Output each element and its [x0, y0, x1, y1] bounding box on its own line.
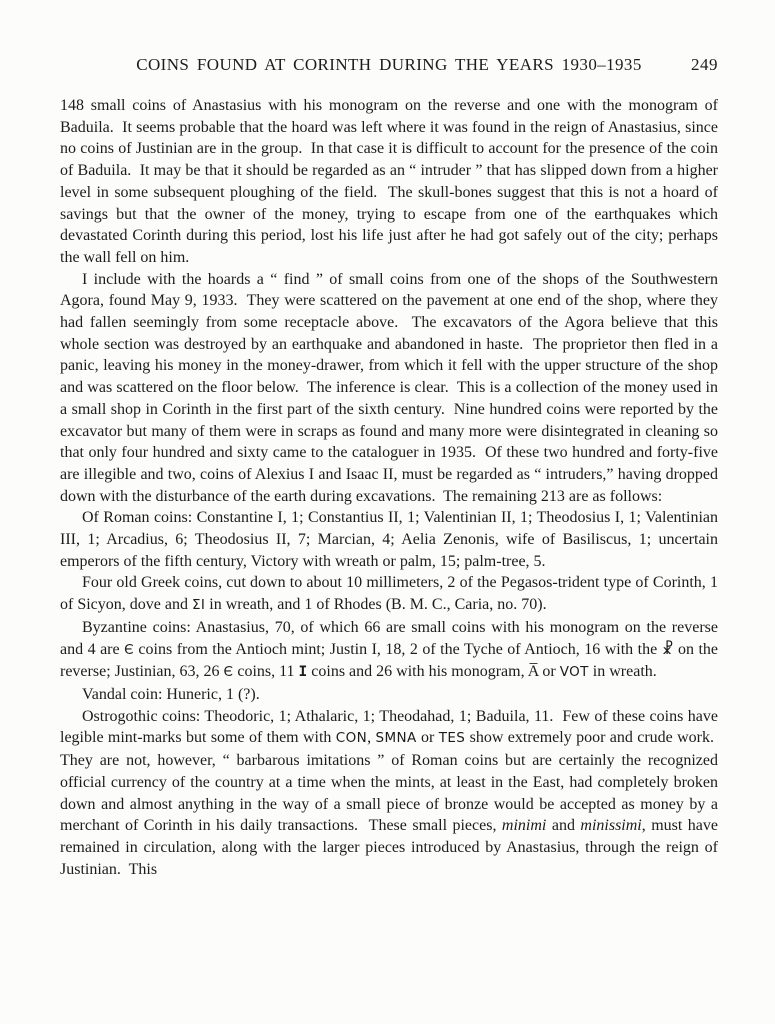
text-segment: in wreath, and 1 of Rhodes (B. M. C., Caria, no. 70). — [205, 596, 547, 614]
paragraph — [60, 706, 718, 881]
text-segment: or — [416, 729, 439, 747]
paragraph — [60, 507, 718, 572]
text-segment: coins from the Antioch mint; Justin I, 18, 2 of the Tyche of Antioch, 16 with the — [133, 640, 662, 658]
text-segment: , — [367, 729, 376, 747]
text-segment: or — [538, 663, 560, 681]
text-segment: coins, 11 — [233, 663, 299, 681]
text-segment: Ostrogothic coins: Theodoric, 1; Athalaric, 1; Theodahad, 1; Baduila, 11. Few of these coins have legible mint-marks but some of them with — [60, 707, 718, 747]
text-segment: show extremely poor and crude work. They are not, however, “ barbarous imitations ” of Roman coins but are certainly the recognized official currency of the country at a time when the mints, at least in the East, had completely broken down and almost anything in the way of a small piece of bronze would be accepted as money by a merchant of Corinth in his daily transactions. These small pieces, — [60, 729, 719, 835]
text-segment-special: VOT — [559, 664, 589, 681]
page-title: COINS FOUND AT CORINTH DURING THE YEARS 1930–1935 — [136, 55, 642, 74]
paragraph — [60, 684, 718, 706]
text-segment-special: SMNA — [375, 730, 417, 747]
text-segment: Of Roman coins: Constantine I, 1; Constantius II, 1; Valentinian II, 1; Theodosius I, 1; Valentinian III, 1; Arcadius, 6; Theodosius II, 7; Marcian, 4; Aelia Zenonis, wife of Basiliscus, 1; uncertain emperors of the fifth century, Victory with wreath or palm, 15; palm-tree, 5. — [60, 509, 718, 570]
text-segment: I include with the hoards a “ find ” of small coins from one of the shops of the Southwestern Agora, found May 9, 1933. They were scattered on the pavement at one end of the shop, where they had fallen seemingly from some receptacle above. The excavators of the Agora believe that this whole section was destroyed by an earthquake and abandoned in haste. The proprietor then fled in a panic, leaving his money in the money-drawer, from which it fell with the upper structure of the shop and was scattered on the floor below. The inference is clear. This is a collection of the money used in a small shop in Corinth in the first part of the sixth century. Nine hundred coins were reported by the excavator but many of them were in scraps as found and many more were disintegrated in cleaning so that only four hundred and sixty came to the cataloguer in 1935. Of these two hundred and forty-five are illegible and two, coins of Alexius I and Isaac II, must be regarded as “ intruders,” having dropped down with the disturbance of the earth during excavations. The remaining 213 are as follows: — [60, 270, 718, 505]
text-segment-special: minissimi — [580, 817, 642, 835]
text-segment-special: I — [298, 664, 308, 681]
text-segment-special: Є — [124, 641, 134, 658]
text-segment: in wreath. — [588, 663, 657, 681]
paragraph — [60, 95, 718, 269]
page-body — [60, 95, 718, 880]
text-segment: and — [546, 817, 581, 835]
text-segment: A̅ — [527, 663, 539, 681]
page-number: 249 — [691, 55, 718, 74]
text-segment: , must have remained in circulation, along with the larger pieces introduced by Anastasius, through the reign of Justinian. This — [60, 817, 718, 878]
text-segment: Vandal coin: Huneric, 1 (?). — [82, 685, 260, 703]
text-segment-special: ΣΙ — [191, 597, 206, 614]
text-segment-special: TES — [438, 730, 466, 747]
text-segment: 148 small coins of Anastasius with his monogram on the reverse and one with the monogram of Baduila. It seems probable that the hoard was left where it was found in the reign of Anastasius, since no coins of Justinian are in the group. In that case it is difficult to account for the presence of the coin of Baduila. It may be that it should be regarded as an “ intruder ” that has slipped down from a higher level in some subsequent ploughing of the field. The skull-bones suggest that this is not a hoard of savings but that the owner of the money, trying to escape from one of the earthquakes which devastated Corinth during this period, lost his life just after he had got safely out of the city; perhaps the wall fell on him. — [60, 97, 718, 266]
paragraph — [60, 617, 718, 684]
paragraph — [60, 572, 718, 616]
text-segment-special: Є — [223, 664, 234, 681]
text-segment: coins and 26 with his monogram, — [307, 663, 528, 681]
text-segment: Four old Greek coins, cut down to about 10 millimeters, 2 of the Pegasos-trident type of Corinth, 1 of Sicyon, dove and — [60, 574, 718, 614]
text-segment: on the reverse; Justinian, 63, 26 — [60, 640, 719, 681]
paragraph — [60, 269, 718, 508]
text-segment-special: minimi — [501, 817, 547, 835]
text-segment-special: ☧ — [661, 639, 674, 658]
text-segment: Byzantine coins: Anastasius, 70, of which 66 are small coins with his monogram on the reverse and 4 are — [60, 618, 718, 658]
text-segment-special: CON — [335, 730, 368, 747]
running-head — [60, 0, 718, 75]
